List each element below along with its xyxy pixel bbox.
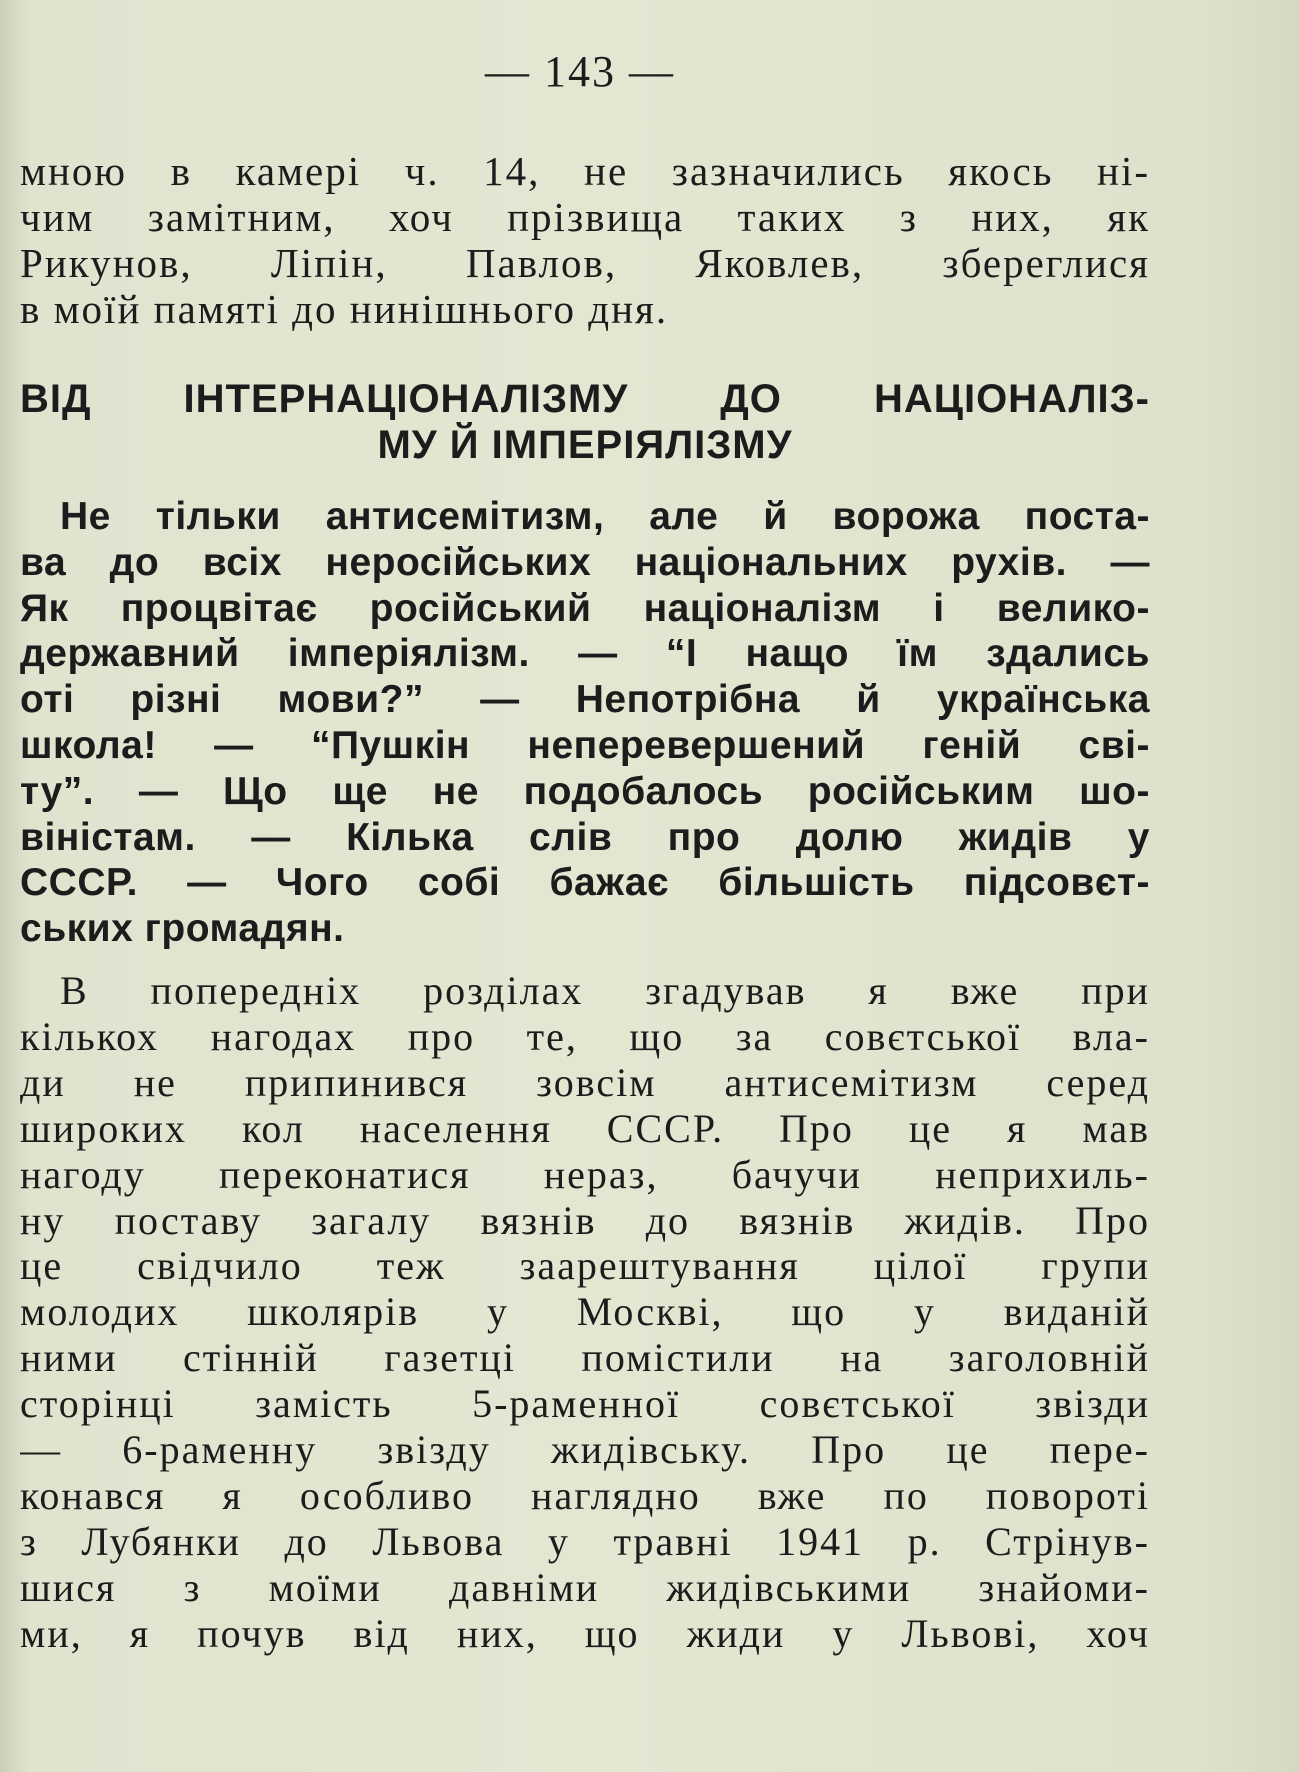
- body-line: конався я особливо наглядно вже по повороті: [20, 1472, 1150, 1518]
- body-line: кількох нагодах про те, що за совєтської вла-: [20, 1013, 1150, 1059]
- body-line: нагоду переконатися нераз, бачучи неприхиль-: [20, 1151, 1150, 1197]
- text-line: Рикунов, Ліпін, Павлов, Яковлев, збереглися: [20, 240, 1150, 286]
- body-line: молодих школярів у Москві, що у виданій: [20, 1289, 1150, 1335]
- summary-line: СССР. — Чого собі бажає більшість підсовєт-: [20, 861, 1150, 905]
- heading-line: ВІД ІНТЕРНАЦІОНАЛІЗМУ ДО НАЦІОНАЛІЗ-: [20, 377, 1150, 421]
- summary-line: ва до всіх неросійських національних рухів. —: [20, 540, 1150, 584]
- summary-line: державний імперіялізм. — “І нащо їм здались: [20, 632, 1150, 676]
- heading-line: МУ Й ІМПЕРІЯЛІЗМУ: [377, 423, 793, 467]
- body-line: ними стінній газетці помістили на заголовній: [20, 1335, 1150, 1381]
- page-number: — 143 —: [485, 47, 675, 96]
- summary-line: віністам. — Кілька слів про долю жидів у: [20, 815, 1150, 859]
- text-line: мною в камері ч. 14, не зазначились якось ні-: [20, 148, 1150, 194]
- chapter-summary: [20, 494, 1150, 952]
- summary-line: оті різні мови?” — Непотрібна й українська: [20, 678, 1150, 722]
- summary-line: школа! — “Пушкін неперевершений геній сві-: [20, 723, 1150, 767]
- summary-line: Не тільки антисемітизм, але й ворожа поста-: [60, 495, 1150, 538]
- text-line: в моїй памяті до нинішнього дня.: [20, 286, 669, 332]
- body-line: шися з моїми давніми жидівськими знайоми-: [20, 1564, 1150, 1610]
- body-line: В попередніх розділах згадував я вже при: [60, 968, 1150, 1013]
- intro-paragraph: [20, 148, 1150, 332]
- body-line: — 6-раменну звізду жидівську. Про це пере-: [20, 1427, 1150, 1473]
- body-paragraph: [20, 968, 1150, 1657]
- text-line: чим замітним, хоч прізвища таких з них, як: [20, 194, 1150, 240]
- body-line: ди не припинився зовсім антисемітизм серед: [20, 1059, 1150, 1105]
- body-line: ну поставу загалу вязнів до вязнів жидів. Про: [20, 1197, 1150, 1243]
- body-line: з Лубянки до Львова у травні 1941 р. Стрінув-: [20, 1518, 1150, 1564]
- body-line: широких кол населення СССР. Про це я мав: [20, 1105, 1150, 1151]
- body-line: це свідчило теж заарештування цілої групи: [20, 1243, 1150, 1289]
- chapter-heading: [20, 376, 1150, 468]
- summary-line: Як процвітає російський націоналізм і велико-: [20, 586, 1150, 630]
- body-line: сторінці замість 5-раменної совєтської звізди: [20, 1381, 1150, 1427]
- body-line: ми, я почув від них, що жиди у Львові, хоч: [20, 1610, 1150, 1656]
- summary-line: ту”. — Що ще не подобалось російським шо-: [20, 769, 1150, 813]
- summary-line: ських громадян.: [20, 907, 345, 951]
